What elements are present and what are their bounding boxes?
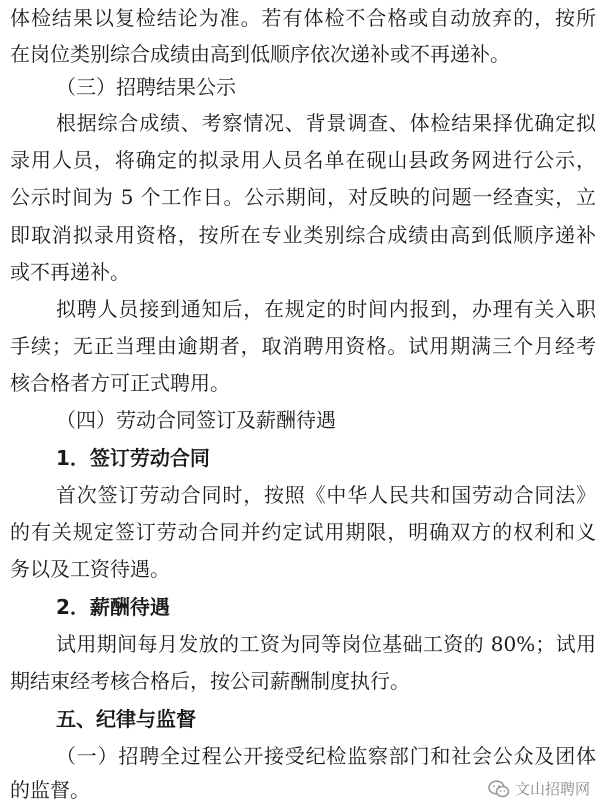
watermark bbox=[488, 778, 590, 799]
paragraph-line: 的监督。 bbox=[10, 778, 90, 802]
chapter-heading: 五、纪律与监督 bbox=[56, 707, 196, 731]
paragraph-line: （一）招聘全过程公开接受纪检监察部门和社会公众及团体 bbox=[56, 744, 596, 768]
paragraph-line: 拟聘人员接到通知后，在规定的时间内报到，办理有关入职 bbox=[56, 297, 596, 321]
paragraph-line: 录用人员，将确定的拟录用人员名单在砚山县政务网进行公示， bbox=[10, 148, 596, 172]
watermark-text: 文山招聘网 bbox=[514, 780, 590, 798]
paragraph-line: 体检结果以复检结论为准。若有体检不合格或自动放弃的，按所 bbox=[10, 6, 596, 30]
section-heading: （四）劳动合同签订及薪酬待遇 bbox=[56, 408, 336, 432]
paragraph-line: 即取消拟录用资格，按所在专业类别综合成绩由高到低顺序递补 bbox=[10, 223, 596, 247]
paragraph-line: 根据综合成绩、考察情况、背景调查、体检结果择优确定拟 bbox=[56, 111, 596, 135]
paragraph-line: 或不再递补。 bbox=[10, 260, 130, 284]
paragraph-line: 核合格者方可正式聘用。 bbox=[10, 371, 230, 395]
paragraph-line: 的有关规定签订劳动合同并约定试用期限，明确双方的权利和义 bbox=[10, 520, 596, 544]
paragraph-line: 期结束经考核合格后，按公司薪酬制度执行。 bbox=[10, 669, 410, 693]
paragraph-line: 在岗位类别综合成绩由高到低顺序依次递补或不再递补。 bbox=[10, 42, 510, 66]
paragraph-line: 首次签订劳动合同时，按照《中华人民共和国劳动合同法》 bbox=[56, 483, 596, 507]
paragraph-line: 试用期间每月发放的工资为同等岗位基础工资的 80%；试用 bbox=[56, 632, 596, 656]
wechat-icon bbox=[488, 780, 510, 798]
section-heading: （三）招聘结果公示 bbox=[56, 75, 236, 99]
paragraph-line: 务以及工资待遇。 bbox=[10, 557, 170, 581]
paragraph-line: 公示时间为 5 个工作日。公示期间，对反映的问题一经查实，立 bbox=[10, 185, 596, 209]
subsection-heading: 2．薪酬待遇 bbox=[56, 595, 170, 619]
paragraph-line: 手续；无正当理由逾期者，取消聘用资格。试用期满三个月经考 bbox=[10, 334, 596, 358]
subsection-heading: 1．签订劳动合同 bbox=[56, 446, 210, 470]
